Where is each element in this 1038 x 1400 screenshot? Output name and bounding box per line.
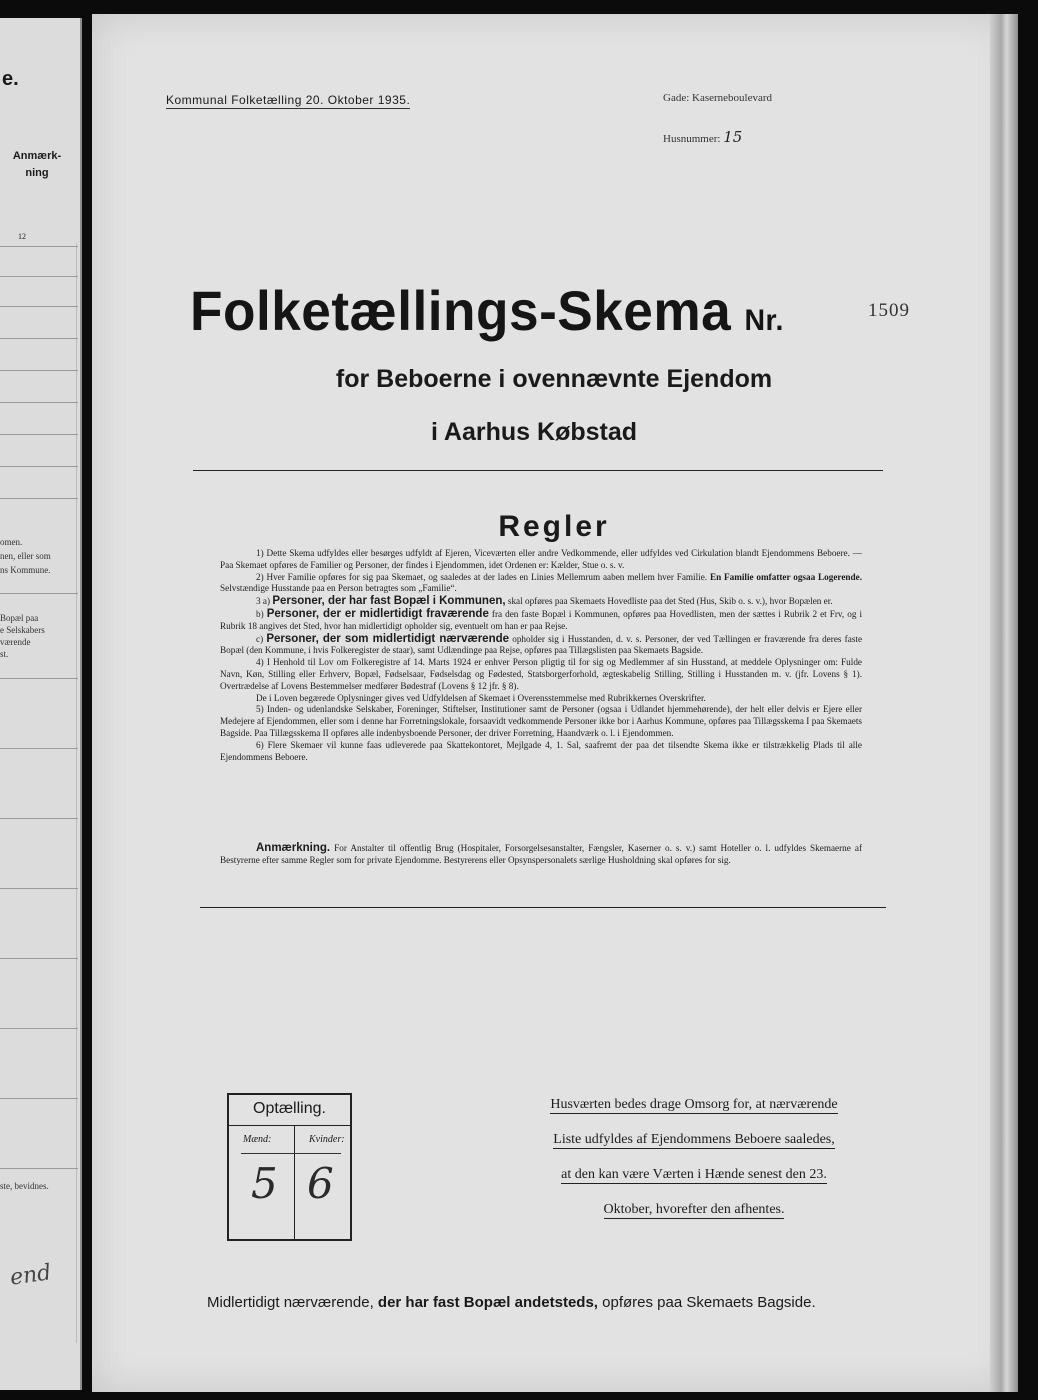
left-page-column-rule [76, 243, 77, 1343]
remark-block [220, 842, 862, 866]
count-box-rule [229, 1125, 350, 1126]
form-title-nr: Nr. [744, 304, 784, 337]
rule-3a-number: 3 a) [256, 596, 271, 607]
women-label: Kvinder: [309, 1134, 345, 1145]
left-page-snippet: ns Kommune. [0, 565, 51, 575]
count-box-label-rule [241, 1153, 341, 1154]
row-line [0, 1028, 78, 1029]
rule-2 [220, 572, 862, 596]
census-header: Kommunal Folketælling 20. Oktober 1935. [166, 93, 411, 107]
house-number-label: Husnummer: [663, 133, 721, 145]
left-page-letter: e. [2, 68, 19, 90]
form-title-main: Folketællings-Skema [190, 279, 732, 342]
col-header-line2: ning [25, 167, 49, 179]
landlord-notice-line-2 [524, 1132, 864, 1148]
rule-4b: De i Loven begærede Oplysninger gives ved Udfyldelsen af Skemaet i Overensstemmelse med Rubrikkernes Overskrifter. [256, 692, 706, 703]
count-box [227, 1093, 352, 1241]
page-edge [990, 14, 1018, 1392]
left-page-snippet: ste, bevidnes. [0, 1181, 49, 1191]
rule-4: 4) I Henhold til Lov om Folkeregistre af 14. Marts 1924 er enhver Person pligtig til for sig og Medlemmer af sin Husstand, at meddele Oplysninger om: Fulde Navn, Køn, Stilling eller Erhverv, Bopæl, Fødselsaar, Fødselsdag og Fødested, Statsborgerforhold, ægteskabelig Stilling, Stilling i Husstanden m. v. (jfr. Lovens § 1). Overtrædelse af Lovens Bestemmelser medfører Bødestraf (Lovens § 12 jfr. § 8). [220, 657, 862, 691]
count-box-title: Optælling. [253, 1100, 326, 1117]
left-page-snippet: værende [0, 637, 31, 647]
rule-3c-number: c) [256, 633, 264, 644]
form-subtitle-1: for Beboerne i ovennævnte Ejendom [335, 365, 773, 393]
rule-3a-bold: Personer, der har fast Bopæl i Kommunen, [272, 595, 506, 608]
left-page-column-number: 12 [18, 232, 26, 241]
row-line [0, 246, 78, 247]
remark-text: For Anstalter til offentlig Brug (Hospitaler, Forsorgelsesanstalter, Fængsler, Kaserner o. s. v.) samt Hoteller o. l. udfyldes Skemaerne af Bestyrerne efter samme Regler som for private Ejendomme. Bestyrerens eller Opsynspersonalets særlige Husholdning skal opføres for sig. [220, 843, 863, 865]
form-subtitle-2: i Aarhus Købstad [430, 418, 638, 446]
rule-2-bold: En Familie omfatter ogsaa Logerende. [709, 571, 862, 582]
men-label: Mænd: [243, 1134, 272, 1145]
rule-3a-text: skal opføres paa Skemaets Hovedliste paa det Sted (Hus, Skib o. s. v.), hvor Bopælen er. [507, 596, 833, 607]
row-line [0, 402, 78, 403]
rule-1: 1) Dette Skema udfyldes eller besørges udfyldt af Ejeren, Viceværten eller andre Vedkommende, eller udfyldes ved Cirkulation blandt Ejendommens Beboere. — Paa Skemaet opføres de Familier og Personer, der findes i Ejendommen, idet Ordenen er: Kælder, Stue o. s. v. [220, 548, 862, 570]
row-line [0, 678, 78, 679]
row-line [0, 888, 78, 889]
left-page-handwriting: end [8, 1260, 53, 1291]
col-header-line1: Anmærk- [12, 150, 62, 162]
row-line [0, 466, 78, 467]
men-count: 5 [251, 1159, 278, 1208]
row-line [0, 1168, 78, 1169]
rule-5: 5) Inden- og udenlandske Selskaber, Foreninger, Stiftelser, Institutioner samt de Personer (ogsaa i Udlandet hjemmehørende), der helt eller delvis er Ejere eller Medejere af Ejendommen, eller som i denne har Forretningslokale, forsaavidt vedkommende Personer ikke bor i Aarhus Kommune, opføres paa Tillægsskema I paa Skemaets Bagside. Paa Tillægsskema II opføres alle indenbysboende Personer, der driver Forretning, Haandværk o. l. i Ejendommen. [220, 704, 862, 738]
left-page-snippet: e Selskabers [0, 625, 45, 635]
rule-3b [220, 608, 862, 633]
notice-text: at den kan være Værten i Hænde senest den 23. [561, 1167, 827, 1182]
rule-3b-text: fra den faste Bopæl i Kommunen, opføres paa Hovedlisten, men der sættes i Rubrik 2 et Frv, og i Rubrik 18 angives det Sted, hvor han midlertidigt opholder sig, eventuelt om han er paa Rejse. [220, 608, 863, 631]
row-line [0, 593, 78, 594]
rule-3c-bold: Personer, der som midlertidigt nærværende [266, 632, 510, 645]
footer-post: opføres paa Skemaets Bagside. [602, 1294, 816, 1311]
footer-bold: der har fast Bopæl andetsteds, [377, 1294, 598, 1311]
divider-bottom [200, 907, 886, 908]
left-page-snippet: omen. [0, 537, 23, 547]
rule-3c-text: opholder sig i Husstanden, d. v. s. Personer, der ved Tællingen er fraværende fra deres faste Bopæl (den Kommune, i hvis Folkeregister de staar), samt Udlændinge paa Rejse, opføres paa Tillægslisten paa Skemaets Bagside. [220, 633, 863, 656]
divider-top [193, 470, 883, 471]
remark-lead: Anmærkning. [256, 842, 331, 854]
women-count: 6 [307, 1159, 334, 1208]
left-page-snippet: Bopæl paa [0, 613, 39, 623]
rules-heading: Regler [498, 510, 610, 543]
form-title [190, 278, 784, 343]
rule-2-note: Selvstændige Husstande paa en Person betragtes som „Familie“. [220, 583, 457, 594]
row-line [0, 306, 78, 307]
left-page-column-header [6, 148, 68, 182]
street-field [663, 92, 772, 104]
notice-text: Liste udfyldes af Ejendommens Beboere saaledes, [553, 1132, 835, 1147]
row-line [0, 748, 78, 749]
row-line [0, 338, 78, 339]
street-label: Gade: [663, 92, 690, 104]
rule-2-text: 2) Hver Familie opføres for sig paa Skemaet, og saaledes at der lades en Linies Mellemrum aaben mellem hver Familie. [256, 571, 708, 582]
row-line [0, 1098, 78, 1099]
rule-6: 6) Flere Skemaer vil kunne faas udleverede paa Skattekontoret, Mejlgade 4, 1. Sal, saafremt der paa det tilsendte Skema ikke er tilstrækkelig Plads til alle Ejendommens Beboere. [220, 739, 862, 762]
house-number-value: 15 [723, 128, 743, 146]
row-line [0, 276, 78, 277]
rule-3a [220, 595, 862, 608]
rule-3b-bold: Personer, der er midlertidigt fraværende [266, 607, 489, 620]
notice-text: Husværten bedes drage Omsorg for, at nærværende [550, 1097, 838, 1112]
left-facing-page [0, 18, 82, 1390]
landlord-notice-line-1 [524, 1097, 864, 1113]
landlord-notice-line-3 [524, 1167, 864, 1183]
form-number: 1509 [868, 300, 910, 321]
house-number-field [663, 128, 742, 146]
landlord-notice-line-4 [524, 1202, 864, 1218]
notice-text: Oktober, hvorefter den afhentes. [603, 1202, 785, 1217]
row-line [0, 958, 78, 959]
footer-note [207, 1294, 816, 1311]
left-page-snippet: nen, eller som [0, 551, 51, 561]
footer-pre: Midlertidigt nærværende, [207, 1294, 374, 1311]
left-page-snippet: st. [0, 649, 9, 659]
rule-3b-number: b) [256, 608, 264, 619]
rule-3c [220, 633, 862, 658]
street-value: Kaserneboulevard [692, 92, 773, 104]
count-box-divider [294, 1125, 295, 1239]
row-line [0, 818, 78, 819]
rules-text [220, 548, 862, 763]
row-line [0, 498, 78, 499]
